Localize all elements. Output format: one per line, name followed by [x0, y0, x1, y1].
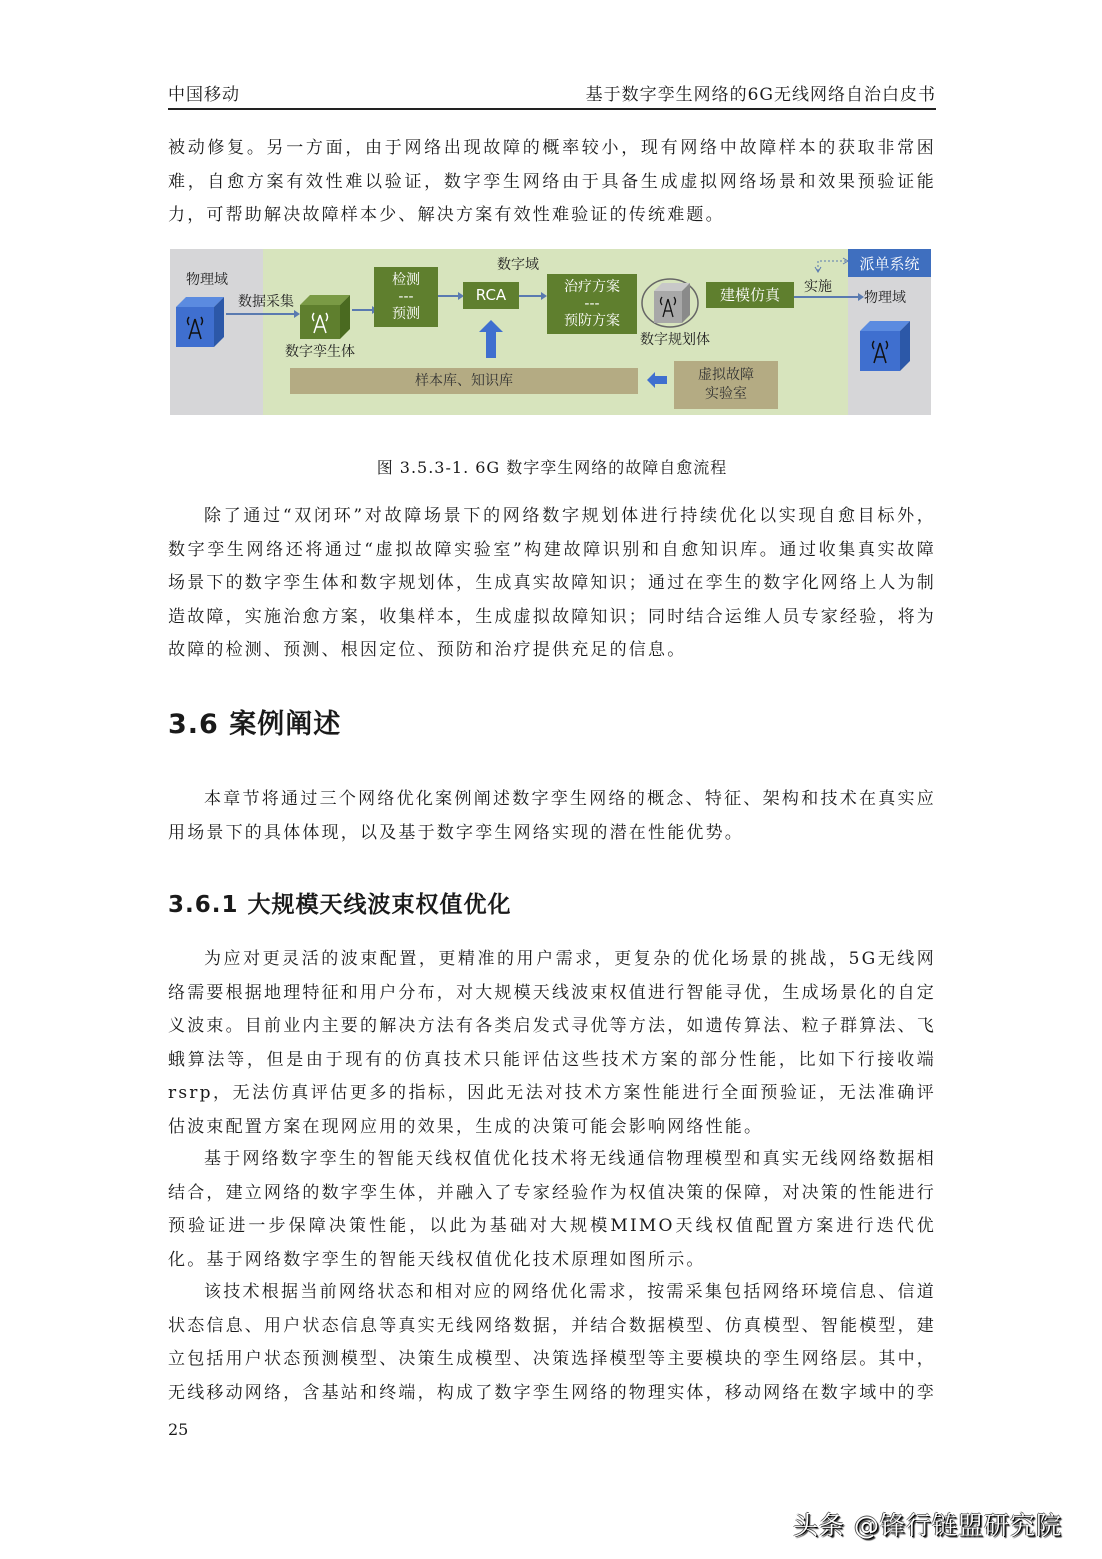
sample-lib-label: 样本库、知识库 — [415, 372, 513, 389]
label-physical-domain-left: 物理域 — [186, 272, 228, 288]
arrow-to-physical-right — [794, 296, 862, 298]
header-doc-title: 基于数字孪生网络的6G无线网络自治白皮书 — [585, 85, 936, 105]
detect-label: 检测 — [392, 271, 420, 288]
modeling-simulation-box — [706, 282, 794, 308]
treatment-prevention-box — [547, 274, 637, 334]
treatment-label: 治疗方案 — [564, 278, 620, 295]
detect-predict-box — [374, 267, 438, 327]
sample-knowledge-library-box — [290, 368, 638, 394]
label-digital-twin: 数字孪生体 — [285, 344, 355, 360]
section-heading-3-6-1: 3.6.1 大规模天线波束权值优化 — [168, 892, 512, 918]
arrow-to-rca — [438, 295, 462, 297]
virtual-lab-label-2: 实验室 — [705, 386, 747, 402]
page-header — [168, 80, 936, 110]
section-heading-3-6: 3.6 案例阐述 — [168, 709, 342, 740]
rca-label: RCA — [475, 286, 507, 304]
page-number: 25 — [168, 1420, 189, 1439]
paragraph-3: 本章节将通过三个网络优化案例阐述数字孪生网络的概念、特征、架构和技术在真实应用场景下的具体体现，以及基于数字孪生网络实现的潜在性能优势。 — [168, 789, 936, 843]
dispatch-system-label: 派单系统 — [859, 254, 920, 273]
label-digital-domain: 数字域 — [497, 257, 539, 273]
dotted-arrow-icon — [814, 255, 850, 273]
figure-caption: 图 3.5.3-1. 6G 数字孪生网络的故障自愈流程 — [376, 458, 728, 477]
paragraph-4: 为应对更灵活的波束配置，更精准的用户需求，更复杂的优化场景的挑战，5G无线网络需要根据地理特征和用户分布，对大规模天线波束权值进行智能寻优，生成场景化的自定义波束。目前业内主要的解决方法有各类启发式寻优等方法，如遗传算法、粒子群算法、飞蛾算法等，但是由于现有的仿真技术只能评估这些技术方案的部分性能，比如下行接收端rsrp，无法仿真评估更多的指标，因此无法对技术方案性能进行全面预验证，无法准确评估波束配置方案在现网应用的效果，生成的决策可能会影响网络性能。 — [168, 949, 936, 1137]
left-arrow-icon — [647, 372, 667, 388]
predict-label: 预测 — [392, 305, 420, 322]
arrow-data-collection — [226, 313, 298, 315]
label-physical-domain-right: 物理域 — [864, 290, 906, 306]
label-digital-planning: 数字规划体 — [640, 332, 710, 348]
virtual-lab-label-1: 虚拟故障 — [698, 367, 754, 383]
base-station-cube-icon — [176, 297, 226, 349]
header-org: 中国移动 — [168, 85, 240, 105]
arrow-to-treatment — [519, 295, 545, 297]
arrow-to-detect — [352, 309, 376, 311]
paragraph-6: 该技术根据当前网络状态和相对应的网络优化需求，按需采集包括网络环境信息、信道状态信息、用户状态信息等真实无线网络数据，并结合数据模型、仿真模型、智能模型，建立包括用户状态预测模型、决策生成模型、决策选择模型等主要模块的孪生网络层。其中，无线移动网络，含基站和终端，构成了数字孪生网络的物理实体，移动网络在数字域中的孪 — [168, 1282, 936, 1403]
paragraph-1: 被动修复。另一方面，由于网络出现故障的概率较小，现有网络中故障样本的获取非常困难，自愈方案有效性难以验证，数字孪生网络由于具备生成虚拟网络场景和效果预验证能力，可帮助解决故障样本少、解决方案有效性难验证的传统难题。 — [168, 138, 936, 225]
paragraph-5: 基于网络数字孪生的智能天线权值优化技术将无线通信物理模型和真实无线网络数据相结合，建立网络的数字孪生体，并融入了专家经验作为权值决策的保障，对决策的性能进行预验证进一步保障决策性能，以此为基础对大规模MIMO天线权值配置方案进行迭代优化。基于网络数字孪生的智能天线权值优化技术原理如图所示。 — [168, 1149, 936, 1270]
watermark: 头条 @锋行链盟研究院 — [793, 1511, 1062, 1540]
modeling-sim-label: 建模仿真 — [719, 285, 780, 304]
digital-planning-cube-icon — [640, 277, 706, 329]
rca-box — [463, 282, 519, 309]
dispatch-system-box — [848, 249, 931, 277]
base-station-cube-right-icon — [860, 321, 912, 373]
dash-separator-2: --- — [584, 295, 600, 312]
label-implement: 实施 — [804, 279, 832, 295]
label-data-collection: 数据采集 — [238, 294, 294, 310]
virtual-fault-lab-box — [674, 361, 778, 409]
self-healing-flow-diagram — [170, 249, 931, 415]
up-arrow-icon — [479, 320, 503, 358]
digital-twin-cube-icon — [300, 295, 352, 339]
paragraph-2: 除了通过“双闭环”对故障场景下的网络数字规划体进行持续优化以实现自愈目标外，数字孪生网络还将通过“虚拟故障实验室”构建故障识别和自愈知识库。通过收集真实故障场景下的数字孪生体和数字规划体，生成真实故障知识；通过在孪生的数字化网络上人为制造故障，实施治愈方案，收集样本，生成虚拟故障知识；同时结合运维人员专家经验，将为故障的检测、预测、根因定位、预防和治疗提供充足的信息。 — [168, 506, 936, 660]
dash-separator: --- — [398, 288, 414, 305]
prevention-label: 预防方案 — [564, 312, 620, 329]
